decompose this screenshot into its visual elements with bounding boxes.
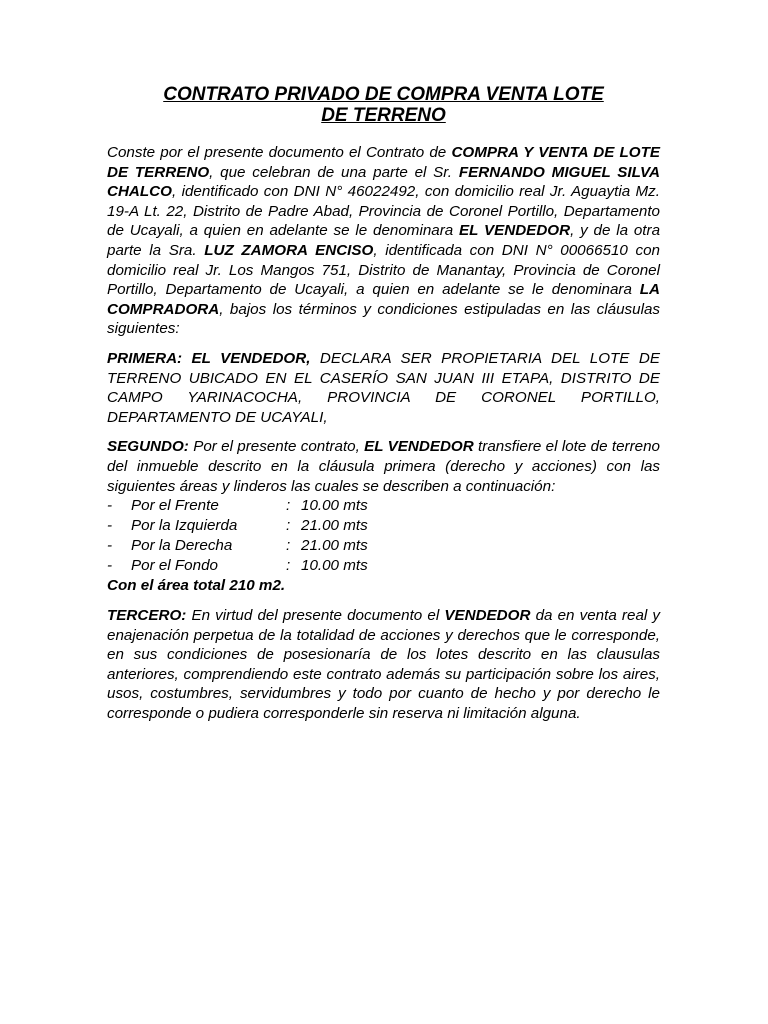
- boundary-label: Por la Derecha: [131, 537, 233, 555]
- list-colon: :: [286, 557, 291, 575]
- buyer-name: LUZ ZAMORA ENCISO: [204, 241, 374, 259]
- list-item: [107, 516, 660, 536]
- document-title: [107, 84, 660, 126]
- intro-paragraph: [107, 143, 660, 339]
- list-dash: -: [107, 557, 113, 575]
- clause-tercero: [107, 606, 660, 724]
- clause-tercero-text-2: da en venta real y enajenación perpetua de la totalidad de acciones y derechos que le corresponde, en sus condiciones de posesionaría de los lotes descrito en las clausulas anteriores, comprendiendo este contrato además su participación sobre los aires, usos, costumbres, servidumbres y todo por cuanto de hecho y por derecho le corresponde o pudiera corresponderle sin reserva ni limitación alguna.: [107, 607, 660, 723]
- clause-segundo-text-2: transfiere el lote de terreno del inmueble descrito en la cláusula primera (derecho y acciones) con las siguientes áreas y linderos las cuales se describen a continuación:: [107, 438, 660, 495]
- list-item: [107, 556, 660, 576]
- clause-tercero-bold: VENDEDOR: [444, 607, 531, 625]
- boundary-value: 21.00 mts: [301, 517, 368, 535]
- seller-term: EL VENDEDOR: [459, 222, 571, 240]
- list-colon: :: [286, 517, 291, 535]
- title-line-1: CONTRATO PRIVADO DE COMPRA VENTA LOTE: [163, 84, 604, 105]
- intro-text-2: , que celebran de una parte el Sr.: [209, 163, 459, 181]
- list-dash: -: [107, 517, 113, 535]
- clause-segundo-bold: EL VENDEDOR: [364, 438, 474, 456]
- document-page: [107, 84, 660, 734]
- clause-primera-heading: PRIMERA: EL VENDEDOR,: [107, 349, 311, 367]
- buyer-term: LA COMPRADORA: [107, 281, 660, 318]
- clause-segundo: [107, 437, 660, 496]
- intro-text-6: , bajos los términos y condiciones estipuladas en las cláusulas siguientes:: [107, 300, 660, 338]
- title-line-2: DE TERRENO: [321, 105, 446, 126]
- clause-tercero-heading: TERCERO:: [107, 607, 187, 625]
- clause-segundo-heading: SEGUNDO:: [107, 438, 189, 456]
- list-colon: :: [286, 497, 291, 515]
- list-item: [107, 496, 660, 516]
- intro-bold-1: COMPRA Y VENTA DE LOTE DE TERRENO: [107, 144, 660, 181]
- intro-text-5: , identificada con DNI N° 00066510 con domicilio real Jr. Los Mangos 751, Distrito de Manantay, Provincia de Coronel Portillo, Departamento de Ucayali, a quien en adelante se le denominara: [107, 241, 660, 299]
- boundary-label: Por el Fondo: [131, 557, 218, 575]
- list-item: [107, 536, 660, 556]
- boundary-label: Por la Izquierda: [131, 517, 238, 535]
- boundary-value: 10.00 mts: [301, 497, 368, 515]
- boundary-value: 10.00 mts: [301, 557, 368, 575]
- clause-segundo-text-1: Por el presente contrato,: [188, 438, 365, 456]
- seller-name: FERNANDO MIGUEL SILVA CHALCO: [107, 163, 660, 201]
- clause-primera-text: DECLARA SER PROPIETARIA DEL LOTE DE TERRENO UBICADO EN EL CASERÍO SAN JUAN III ETAPA, DISTRITO DE CAMPO YARINACOCHA, PROVINCIA DE CORONEL PORTILLO, DEPARTAMENTO DE UCAYALI,: [107, 349, 660, 426]
- clause-primera: [107, 349, 660, 427]
- list-colon: :: [286, 537, 291, 555]
- intro-text-1: Conste por el presente documento el Contrato de: [107, 144, 452, 161]
- list-dash: -: [107, 497, 113, 515]
- area-total: Con el área total 210 m2.: [107, 577, 286, 595]
- clause-tercero-text-1: En virtud del presente documento el: [186, 607, 445, 625]
- intro-text-3: , identificado con DNI N° 46022492, con domicilio real Jr. Aguaytia Mz. 19-A Lt. 22, Distrito de Padre Abad, Provincia de Coronel Portillo, Departamento de Ucayali, a quien en adelante se le denominara: [107, 183, 660, 240]
- intro-text-4: , y de la otra parte la Sra.: [107, 222, 661, 259]
- list-dash: -: [107, 537, 113, 555]
- boundary-value: 21.00 mts: [301, 537, 368, 555]
- boundary-list: [107, 496, 660, 576]
- boundary-label: Por el Frente: [131, 497, 219, 515]
